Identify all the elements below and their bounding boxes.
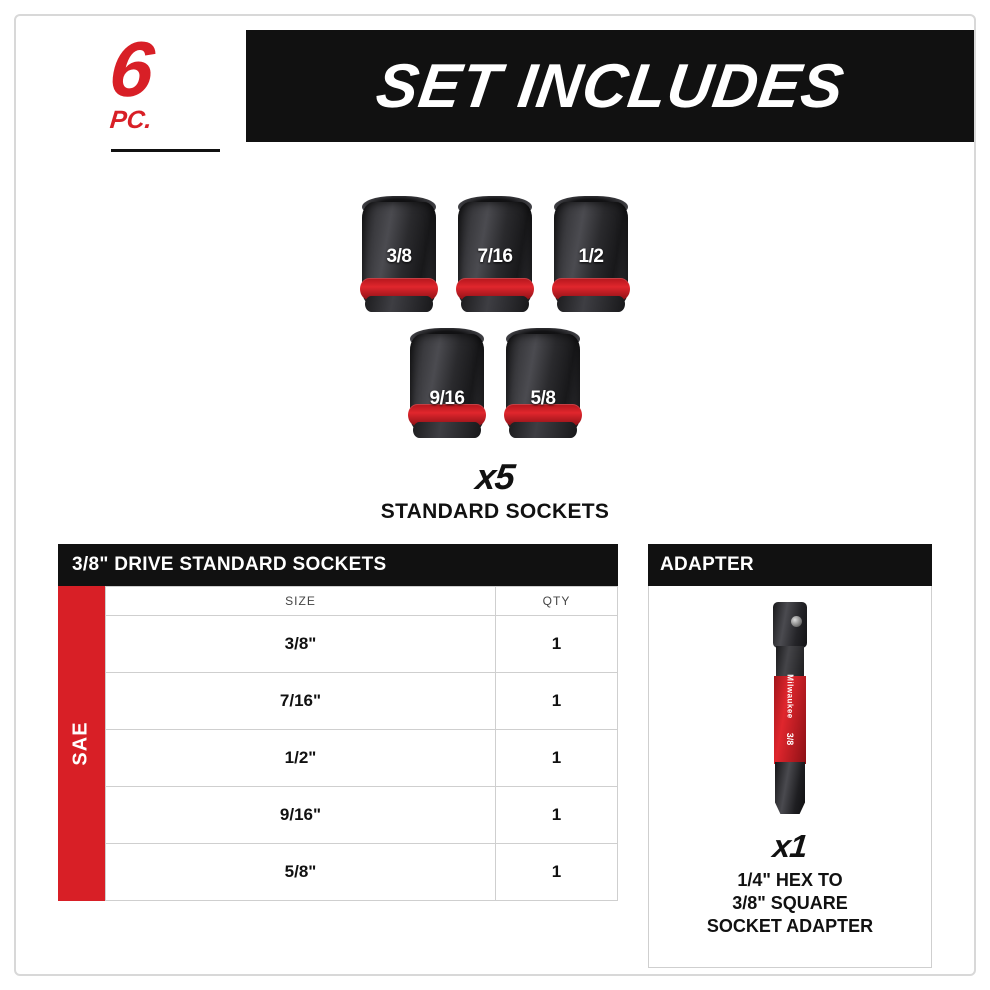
adapter-size-marking: 3/8 — [785, 732, 795, 746]
hero-quantity: x5 — [473, 456, 517, 497]
socket-base — [509, 422, 577, 438]
sae-side-tab — [58, 586, 105, 901]
adapter-caption-line-2: 3/8" SQUARE — [732, 893, 848, 914]
brand-label: Milwaukee — [785, 674, 795, 719]
piece-count-label: PC. — [108, 105, 154, 134]
socket-base — [557, 296, 625, 312]
piece-count-block — [16, 25, 246, 168]
cell-size: 1/2" — [106, 730, 496, 787]
square-drive-icon — [773, 602, 807, 648]
socket-size-label: 7/16 — [477, 246, 513, 267]
column-header-qty: QTY — [496, 587, 618, 616]
hero-caption: STANDARD SOCKETS — [380, 500, 610, 523]
socket-graphic — [404, 326, 490, 438]
adapter-caption — [707, 869, 873, 938]
socket-base — [413, 422, 481, 438]
adapter-quantity: x1 — [771, 828, 809, 864]
title-bar — [246, 30, 974, 142]
content-frame — [14, 14, 976, 976]
adapter-graphic — [755, 602, 825, 814]
adapter-caption-line-1: 1/4" HEX TO — [737, 870, 843, 890]
sockets-spec-table — [105, 586, 618, 901]
socket-size-label: 3/8 — [386, 246, 412, 267]
adapter-caption-line-3: SOCKET ADAPTER — [706, 916, 874, 937]
hero-illustration — [16, 168, 974, 538]
socket-graphic — [356, 194, 442, 312]
sockets-table-panel — [58, 544, 618, 968]
cell-qty: 1 — [496, 844, 618, 901]
adapter-heading: ADAPTER — [648, 544, 932, 586]
adapter-red-band — [774, 676, 806, 764]
table-row — [106, 787, 618, 844]
socket-base — [461, 296, 529, 312]
table-row — [106, 673, 618, 730]
detent-ball-icon — [791, 616, 802, 627]
socket-row-top — [356, 194, 634, 312]
page-title: SET INCLUDES — [371, 51, 849, 121]
table-row — [106, 730, 618, 787]
lower-section — [16, 538, 974, 968]
sae-side-tab-label: SAE — [70, 721, 92, 766]
socket-row-bottom — [404, 326, 586, 438]
cell-size: 5/8" — [106, 844, 496, 901]
header-divider-rule — [111, 149, 220, 152]
table-row — [106, 616, 618, 673]
socket-graphic — [452, 194, 538, 312]
cell-size: 9/16" — [106, 787, 496, 844]
hex-shank-icon — [775, 762, 805, 814]
table-header-row — [106, 587, 618, 616]
sockets-table-wrap — [58, 586, 618, 901]
cell-qty: 1 — [496, 673, 618, 730]
piece-count-number: 6 — [105, 25, 157, 113]
cell-size: 7/16" — [106, 673, 496, 730]
socket-size-label: 5/8 — [530, 388, 556, 409]
adapter-panel — [648, 544, 932, 968]
socket-graphic — [548, 194, 634, 312]
header — [16, 16, 974, 168]
table-row — [106, 844, 618, 901]
column-header-size: SIZE — [106, 587, 496, 616]
cell-size: 3/8" — [106, 616, 496, 673]
adapter-body — [648, 586, 932, 968]
adapter-shank — [776, 646, 804, 678]
cell-qty: 1 — [496, 787, 618, 844]
cell-qty: 1 — [496, 730, 618, 787]
socket-size-label: 9/16 — [429, 388, 465, 409]
socket-size-label: 1/2 — [578, 246, 604, 267]
cell-qty: 1 — [496, 616, 618, 673]
sockets-table-heading: 3/8" DRIVE STANDARD SOCKETS — [58, 544, 618, 586]
socket-base — [365, 296, 433, 312]
socket-graphic — [500, 326, 586, 438]
